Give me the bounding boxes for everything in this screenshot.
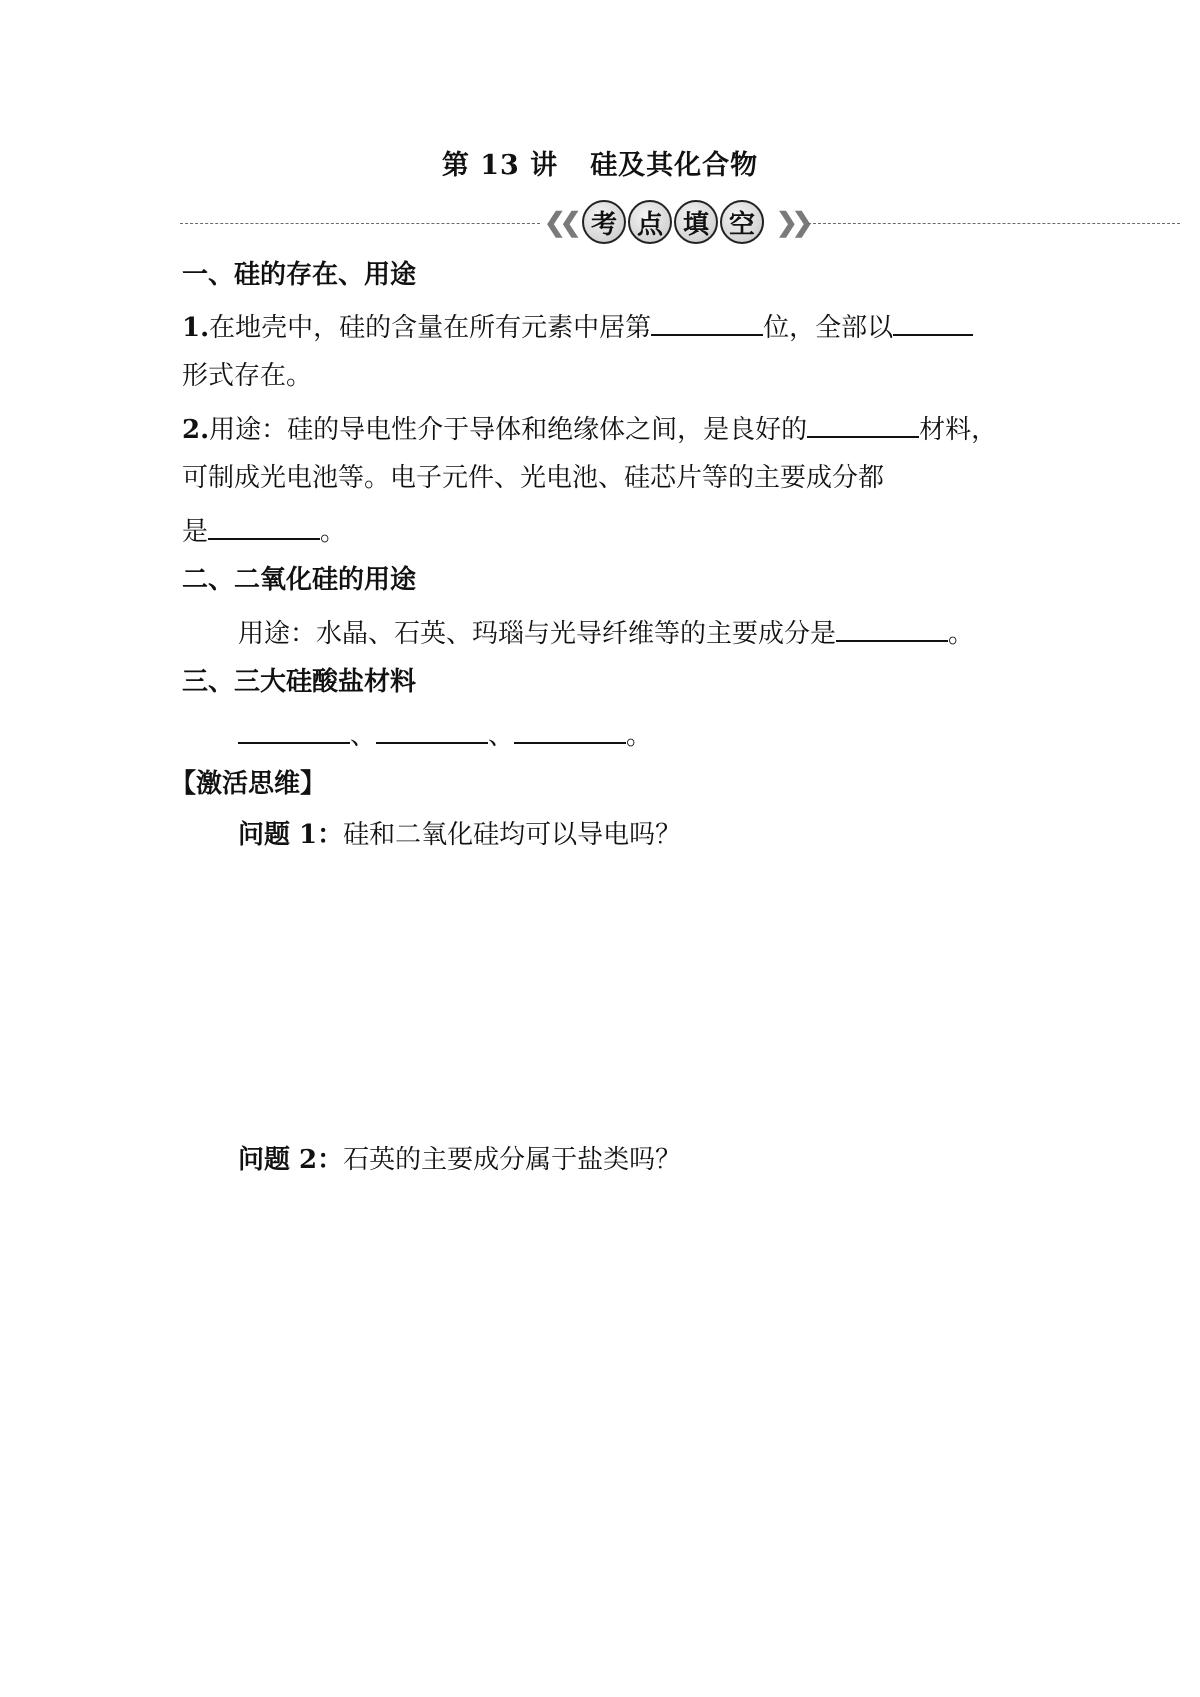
fill-blank[interactable] [893,310,973,336]
section1-item1-line1 [182,310,1042,343]
banner-char: 考 [582,200,626,244]
section1-item2-line1 [182,412,1042,445]
fill-blank[interactable] [836,616,948,642]
banner-divider-right [808,223,1180,224]
activation-heading: 【激活思维】 [170,769,327,799]
section1-heading: 一、硅的存在、用途 [182,260,417,290]
question-text: 硅和二氧化硅均可以导电吗？ [343,820,682,850]
section3-blanks [238,718,1038,751]
question-label: 问题 1： [238,820,344,850]
banner-label [582,200,764,244]
banner-char: 填 [674,200,718,244]
item-text: 材料， [919,415,998,445]
separator: 、 [488,721,515,751]
item-text: 是 [182,517,209,547]
banner-divider-left [180,223,540,224]
item-number: 2. [182,415,210,445]
section2-heading: 二、二氧化硅的用途 [182,565,417,595]
section1-item2-line2: 可制成光电池等。电子元件、光电池、硅芯片等的主要成分都 [182,463,885,493]
item-number: 1. [182,313,210,343]
lecture-topic: 硅及其化合物 [590,150,759,181]
lecture-number: 第 13 讲 [441,150,559,181]
section-banner [180,198,1180,248]
double-chevron-left-icon: ❮❮ [544,208,576,238]
item-text: 用途：硅的导电性介于导体和绝缘体之间，是良好的 [209,415,808,445]
item-text: 。 [948,619,975,649]
separator: 、 [350,721,377,751]
fill-blank[interactable] [376,718,488,744]
item-text: 在地壳中，硅的含量在所有元素中居第 [209,313,652,343]
banner-char: 空 [720,200,764,244]
fill-blank[interactable] [807,412,919,438]
section1-item2-line3 [182,514,1042,547]
fill-blank[interactable] [208,514,320,540]
section2-text [238,616,1038,649]
question-1 [238,820,1038,850]
item-text: 位，全部以 [763,313,894,343]
double-chevron-right-icon: ❯❯ [776,208,808,238]
banner-char: 点 [628,200,672,244]
question-text: 石英的主要成分属于盐类吗？ [343,1145,682,1175]
fill-blank[interactable] [651,310,763,336]
section3-heading: 三、三大硅酸盐材料 [182,667,417,697]
question-label: 问题 2： [238,1145,344,1175]
item-text: 用途：水晶、石英、玛瑙与光导纤维等的主要成分是 [238,619,837,649]
separator: 。 [626,721,653,751]
item-text: 。 [320,517,347,547]
question-2 [238,1145,1038,1175]
fill-blank[interactable] [514,718,626,744]
fill-blank[interactable] [238,718,350,744]
page-title [0,143,1200,182]
section1-item1-line2: 形式存在。 [182,361,313,391]
